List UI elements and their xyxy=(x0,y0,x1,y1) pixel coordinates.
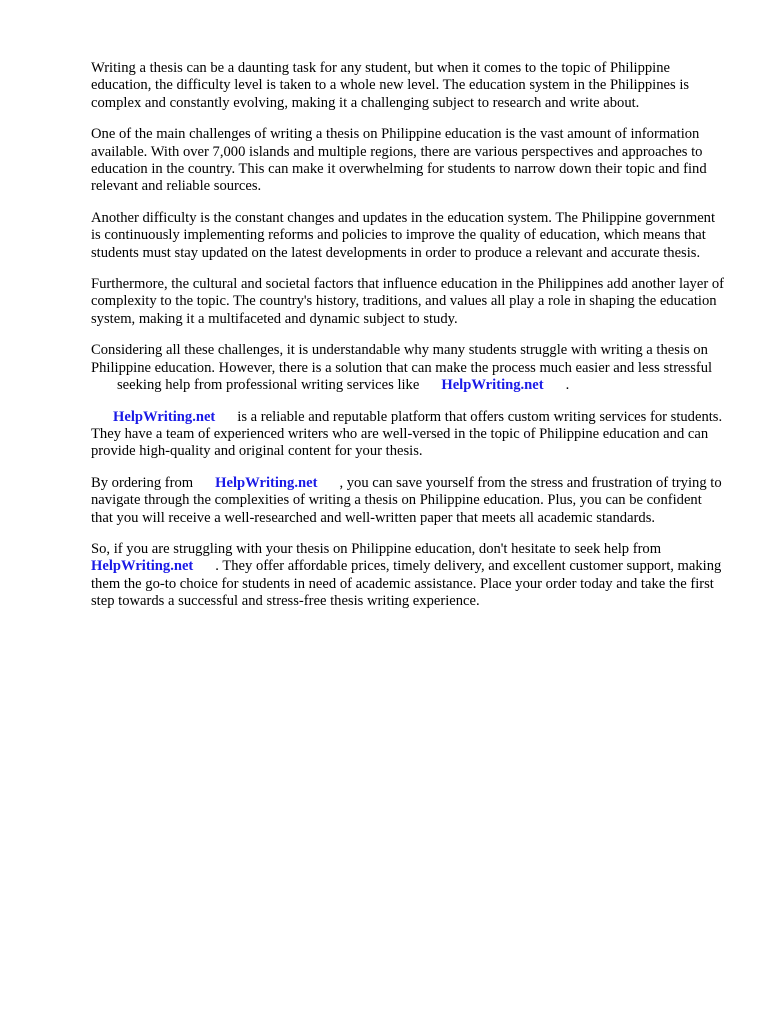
paragraph-solution xyxy=(91,342,727,394)
helpwriting-link-1[interactable]: HelpWriting.net xyxy=(441,377,544,394)
document-body xyxy=(91,60,727,625)
paragraph-conclusion-text-a: So, if you are struggling with your thesis on Philippine education, don't hesitate to seek help from xyxy=(91,540,662,557)
helpwriting-link-2[interactable]: HelpWriting.net xyxy=(113,408,216,425)
paragraph-conclusion-text-b: . They offer affordable prices, timely delivery, and excellent customer support, making them the go-to choice for students in need of academic assistance. Place your order today and take the first step towards a successful and stress-free thesis writing experience. xyxy=(91,558,722,610)
paragraph-intro: Writing a thesis can be a daunting task for any student, but when it comes to the topic of Philippine education, the difficulty level is taken to a whole new level. The education system in the Philippines is complex and constantly evolving, making it a challenging subject to research and write about. xyxy=(91,60,690,111)
paragraph-challenges: One of the main challenges of writing a thesis on Philippine education is the vast amount of information available. With over 7,000 islands and multiple regions, there are various perspectives and approaches to education in the country. This can make it overwhelming for students to narrow down their topic and find relevant and reliable sources. xyxy=(91,126,707,195)
paragraph-platform xyxy=(91,409,727,461)
paragraph-platform-text: is a reliable and reputable platform that offers custom writing services for students. They have a team of experienced writers who are well-versed in the topic of Philippine education and can provide high-quality and original content for your thesis. xyxy=(91,408,723,460)
paragraph-conclusion xyxy=(91,541,727,611)
paragraph-changes: Another difficulty is the constant changes and updates in the education system. The Philippine government is continuously implementing reforms and policies to improve the quality of education, which means that students must stay updated on the latest developments in order to produce a relevant and accurate thesis. xyxy=(91,209,716,261)
paragraph-solution-text-b: seeking help from professional writing services like xyxy=(117,377,420,394)
helpwriting-link-4[interactable]: HelpWriting.net xyxy=(91,558,194,575)
paragraph-solution-text-a: Considering all these challenges, it is understandable why many students struggle with writing a thesis on Philippine education. However, there is a solution that can make the process much easier and less stressful xyxy=(91,342,713,376)
helpwriting-link-3[interactable]: HelpWriting.net xyxy=(215,474,318,491)
paragraph-ordering-text-b: , you can save yourself from the stress and frustration of trying to navigate through the complexities of writing a thesis on Philippine education. Plus, you can be confident that you will receive a well-researched and well-written paper that meets all academic standards. xyxy=(91,474,722,526)
paragraph-ordering-text-a: By ordering from xyxy=(91,474,194,491)
paragraph-solution-text-c: . xyxy=(565,377,570,394)
paragraph-cultural-factors: Furthermore, the cultural and societal factors that influence education in the Philippines add another layer of complexity to the topic. The country's history, traditions, and values all play a role in shaping the education system, making it a multifaceted and dynamic subject to study. xyxy=(91,276,724,327)
paragraph-ordering xyxy=(91,475,727,527)
